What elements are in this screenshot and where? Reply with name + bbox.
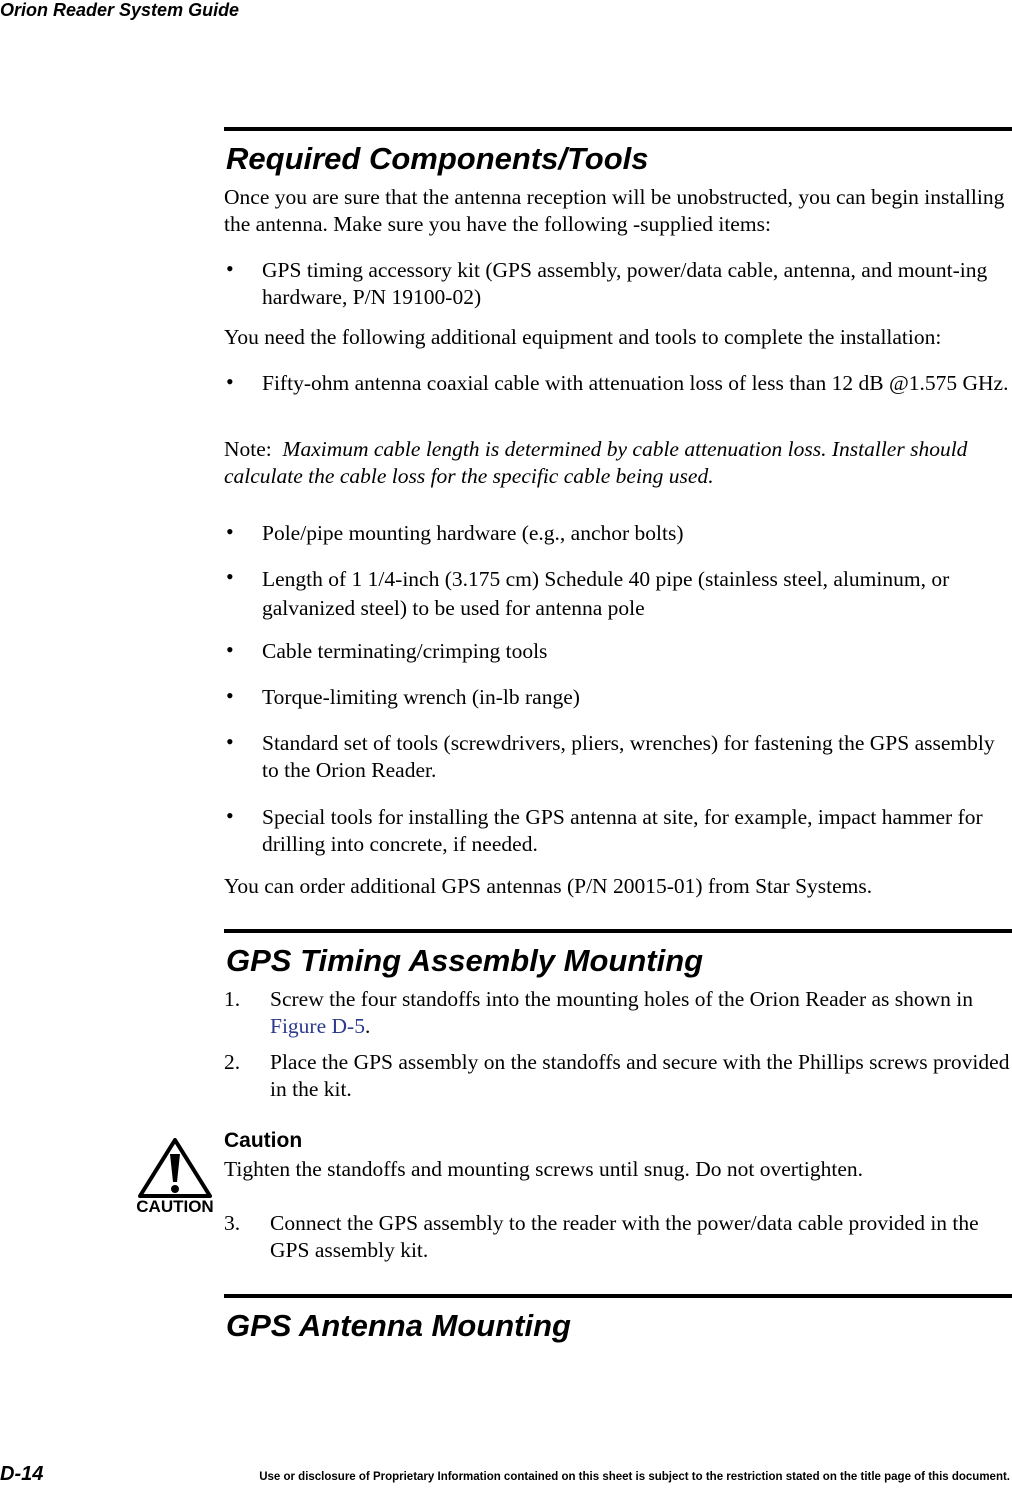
order-paragraph: You can order additional GPS antennas (P/N 20015-01) from Star Systems. <box>224 874 873 898</box>
step-number: 2. <box>224 1050 241 1074</box>
section-heading-required-components: Required Components/Tools <box>226 141 649 176</box>
step-text <box>270 986 1012 1040</box>
note-text: Maximum cable length is determined by cable attenuation loss. Installer should calculate the cable loss for the specific cable being used. <box>224 437 968 488</box>
bullet-icon: • <box>226 803 234 828</box>
step-number: 1. <box>224 987 241 1011</box>
step-number: 3. <box>224 1211 241 1235</box>
list-item: Standard set of tools (screwdrivers, pliers, wrenches) for fastening the GPS assembly to the Orion Reader. <box>262 731 995 782</box>
list-item: Length of 1 1/4-inch (3.175 cm) Schedule 40 pipe (stainless steel, aluminum, or galvanized steel) to be used for antenna pole <box>262 567 950 620</box>
page-number: D-14 <box>0 1463 44 1485</box>
running-header: Orion Reader System Guide <box>0 0 240 20</box>
list-item: Cable terminating/crimping tools <box>262 639 548 663</box>
caution-icon <box>136 1138 214 1216</box>
bullet-icon: • <box>226 729 234 754</box>
additional-paragraph: You need the following additional equipment and tools to complete the installation: <box>224 325 942 349</box>
intro-paragraph: Once you are sure that the antenna reception will be unobstructed, you can begin installing the antenna. Make sure you have the following -supplied items: <box>224 185 1005 236</box>
step-text: Connect the GPS assembly to the reader with the power/data cable provided in the GPS assembly kit. <box>270 1211 979 1262</box>
list-item: Torque-limiting wrench (in-lb range) <box>262 685 580 709</box>
list-item: GPS timing accessory kit (GPS assembly, power/data cable, antenna, and mount-ing hardware, P/N 19100-02) <box>262 258 988 309</box>
list-item: Fifty-ohm antenna coaxial cable with attenuation loss of less than 12 dB @1.575 GHz. <box>262 371 1009 395</box>
bullet-icon: • <box>226 564 234 589</box>
list-item: Special tools for installing the GPS antenna at site, for example, impact hammer for drilling into concrete, if needed. <box>262 805 983 856</box>
bullet-icon: • <box>226 637 234 662</box>
section-rule <box>224 127 1012 131</box>
list-item: Pole/pipe mounting hardware (e.g., anchor bolts) <box>262 521 684 545</box>
section-rule <box>224 1294 1012 1298</box>
section-heading-gps-timing: GPS Timing Assembly Mounting <box>226 943 704 978</box>
caution-icon-label: CAUTION <box>136 1197 214 1216</box>
step-text-body: Screw the four standoffs into the mounting holes of the Orion Reader as shown in <box>270 987 974 1011</box>
section-heading-gps-antenna: GPS Antenna Mounting <box>226 1308 571 1343</box>
caution-text: Tighten the standoffs and mounting screws until snug. Do not overtighten. <box>224 1157 863 1181</box>
section-rule <box>224 929 1012 933</box>
proprietary-notice: Use or disclosure of Proprietary Information contained on this sheet is subject to the restriction stated on the title page of this document. <box>259 1471 1010 1483</box>
step-text-after: . <box>364 1014 371 1038</box>
figure-link[interactable]: Figure D-5 <box>270 1014 365 1038</box>
note-paragraph <box>224 436 1012 490</box>
bullet-icon: • <box>226 519 234 544</box>
note-label: Note: <box>224 437 272 461</box>
step-text: Place the GPS assembly on the standoffs and secure with the Phillips screws provided in the kit. <box>270 1050 1010 1101</box>
bullet-icon: • <box>226 369 234 394</box>
bullet-icon: • <box>226 683 234 708</box>
caution-label: Caution <box>224 1129 303 1152</box>
bullet-icon: • <box>226 256 234 281</box>
